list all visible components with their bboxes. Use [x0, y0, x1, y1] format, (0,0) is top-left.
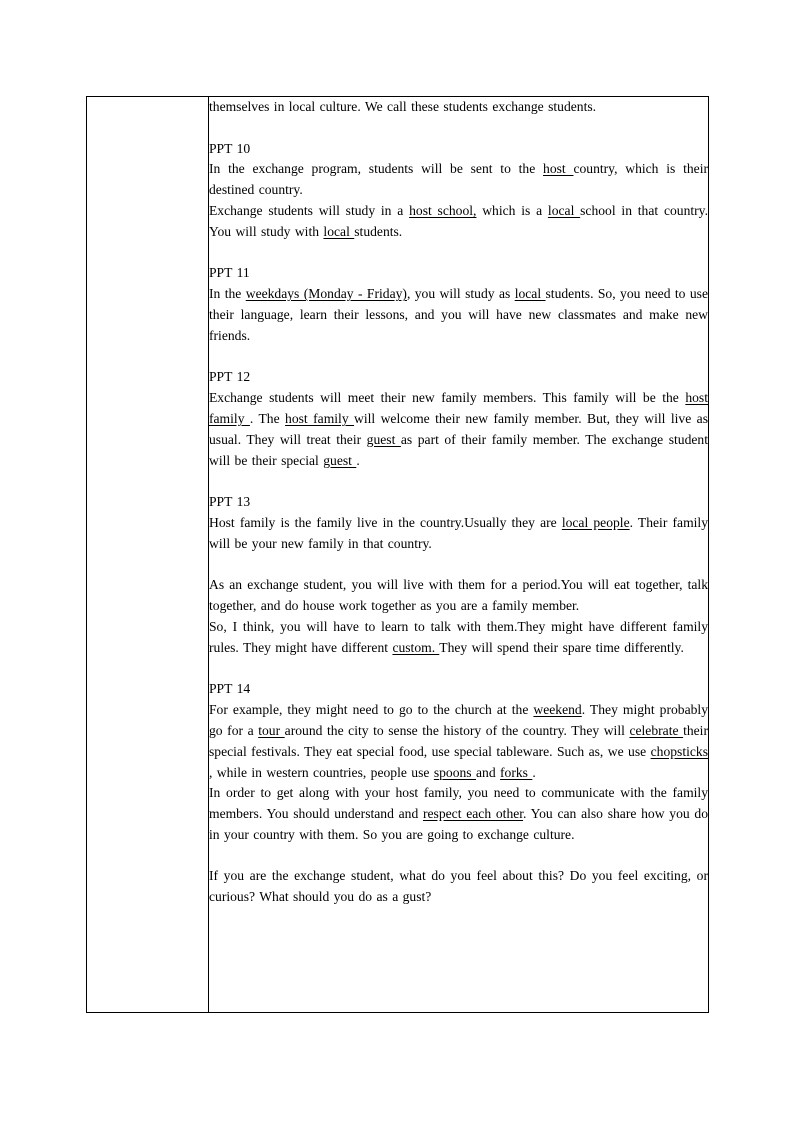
underlined-term: guest: [366, 431, 401, 447]
underlined-term: weekend: [533, 702, 582, 718]
table-row: [87, 97, 709, 1013]
ppt13-paragraph-3: So, I think, you will have to learn to talk with them.They might have different family rules. They might have different custom. They will spend their spare time differently.: [209, 618, 708, 655]
underlined-term: host family: [285, 410, 355, 426]
ppt13-paragraph-2: As an exchange student, you will live with them for a period.You will eat together, talk together, and do house work together as you are a family member.: [209, 577, 708, 614]
ppt13-paragraph-1: Host family is the family live in the country.Usually they are local people. Their family will be your new family in that country.: [209, 514, 708, 551]
underlined-term: local people: [561, 514, 630, 530]
left-column-cell: [87, 97, 209, 1013]
underlined-term: spoons: [433, 764, 476, 780]
ppt13-heading: PPT 13: [209, 494, 251, 510]
underlined-term: local: [514, 286, 546, 302]
underlined-term: weekdays (Monday - Friday): [245, 286, 407, 302]
ppt14-paragraph-1: For example, they might need to go to the church at the weekend. They might probably go for a tour around the city to sense the history of the country. They will celebrate their special festivals. They eat special food, use special tableware. Such as, we use chopsticks , while in western countries, people use spoons and forks .: [209, 702, 708, 780]
underlined-term: host: [543, 161, 574, 177]
underlined-term: host school,: [409, 202, 477, 218]
underlined-term: host family: [209, 390, 708, 426]
ppt10-paragraph-1: In the exchange program, students will be sent to the host country, which is their destined country.: [209, 161, 708, 198]
ppt10-paragraph-2: Exchange students will study in a host school, which is a local school in that country. You will study with local students.: [209, 202, 708, 239]
ppt14-paragraph-2: In order to get along with your host family, you need to communicate with the family members. You should understand and respect each other. You can also share how you do in your country with them. So you are going to exchange culture.: [209, 785, 708, 842]
underlined-term: guest: [323, 452, 357, 468]
lesson-content: [209, 97, 708, 908]
ppt14-heading: PPT 14: [209, 681, 251, 697]
intro-paragraph: themselves in local culture. We call these students exchange students.: [209, 99, 597, 114]
underlined-term: respect each other: [423, 806, 524, 822]
right-column-cell: [209, 97, 709, 1013]
ppt11-heading: PPT 11: [209, 265, 250, 281]
ppt12-paragraph: Exchange students will meet their new family members. This family will be the host family . The host family will welcome their new family member. But, they will live as usual. They will treat their guest as part of their family member. The exchange student will be their special guest .: [209, 390, 708, 468]
ppt10-heading: PPT 10: [209, 140, 251, 156]
ppt11-paragraph: In the weekdays (Monday - Friday), you will study as local students. So, you need to use their language, learn their lessons, and you will have new classmates and make new friends.: [209, 286, 708, 343]
underlined-term: forks: [500, 764, 533, 780]
ppt12-heading: PPT 12: [209, 369, 251, 385]
underlined-term: custom.: [392, 639, 440, 655]
underlined-term: local: [547, 202, 581, 218]
underlined-term: chopsticks: [650, 743, 708, 759]
underlined-term: tour: [258, 722, 285, 738]
underlined-term: local: [323, 223, 355, 239]
underlined-term: celebrate: [629, 722, 684, 738]
lesson-table: [86, 96, 709, 1013]
closing-question: If you are the exchange student, what do you feel about this? Do you feel exciting, or curious? What should you do as a gust?: [209, 868, 708, 905]
